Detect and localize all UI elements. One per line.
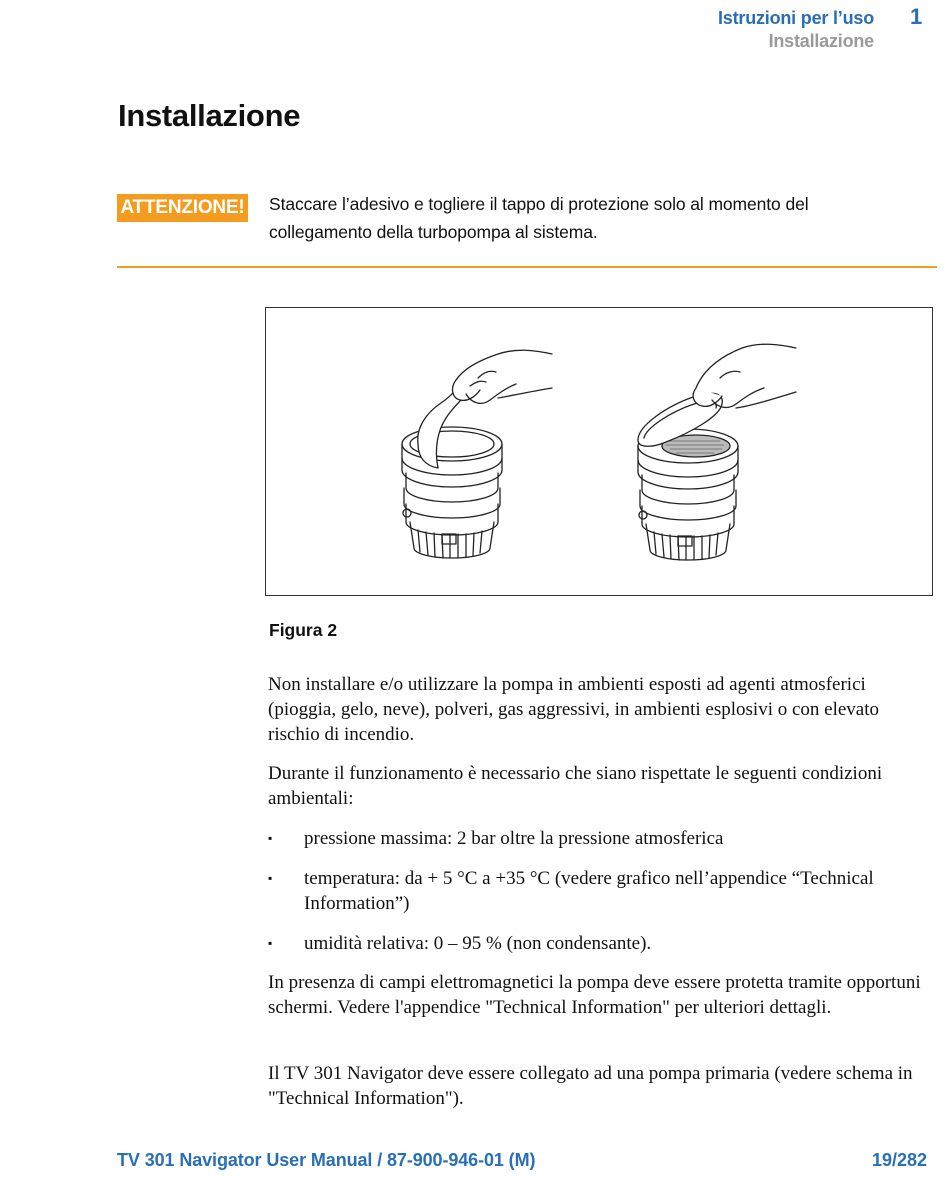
pump-right-drawing [638,344,796,560]
bullet-text: umidità relativa: 0 – 95 % (non condensante). [304,933,652,954]
pump-protection-removal-drawing [266,308,932,595]
bullet-icon: ▪ [268,871,273,885]
paragraph-electromagnetic: In presenza di campi elettromagnetici la pompa deve essere protetta tramite opportuni schermi. Vedere l'appendice "Technical Information" per ulteriori dettagli. [268,972,921,1018]
footer-page-number: 19/282 [871,1150,927,1170]
bullet-text: pressione massima: 2 bar oltre la pressione atmosferica [304,828,724,849]
header-subsection-title: Installazione [768,31,874,51]
page-title: Installazione [118,98,301,133]
list-item [268,866,928,916]
footer-manual-title: TV 301 Navigator User Manual / 87-900-946-01 (M) [117,1150,536,1170]
bullet-icon: ▪ [268,936,273,950]
warning-text: Staccare l’adesivo e togliere il tappo di protezione solo al momento del collegamento della turbopompa al sistema. [269,194,809,242]
figure-illustration [265,307,933,596]
paragraph-environment: Non installare e/o utilizzare la pompa in ambienti esposti ad agenti atmosferici (pioggia, gelo, neve), polveri, gas aggressivi, in ambienti esplosivi o con elevato rischio di incendio. [268,674,880,745]
warning-divider [117,266,937,268]
list-item [268,826,928,851]
figure-caption: Figura 2 [269,620,338,640]
list-item [268,931,928,956]
bullet-icon: ▪ [268,831,273,845]
paragraph-conditions: Durante il funzionamento è necessario che siano rispettate le seguenti condizioni ambientali: [268,763,883,809]
bullet-text: temperatura: da + 5 °C a +35 °C (vedere grafico nell’appendice “Technical Information”) [304,868,874,914]
warning-badge: ATTENZIONE! [117,194,248,222]
paragraph-primary-pump: Il TV 301 Navigator deve essere collegato ad una pompa primaria (vedere schema in "Technical Information"). [268,1063,913,1109]
header-section-title: Istruzioni per l’uso [717,8,874,28]
pump-left-drawing [402,350,552,558]
chapter-number: 1 [910,4,923,29]
